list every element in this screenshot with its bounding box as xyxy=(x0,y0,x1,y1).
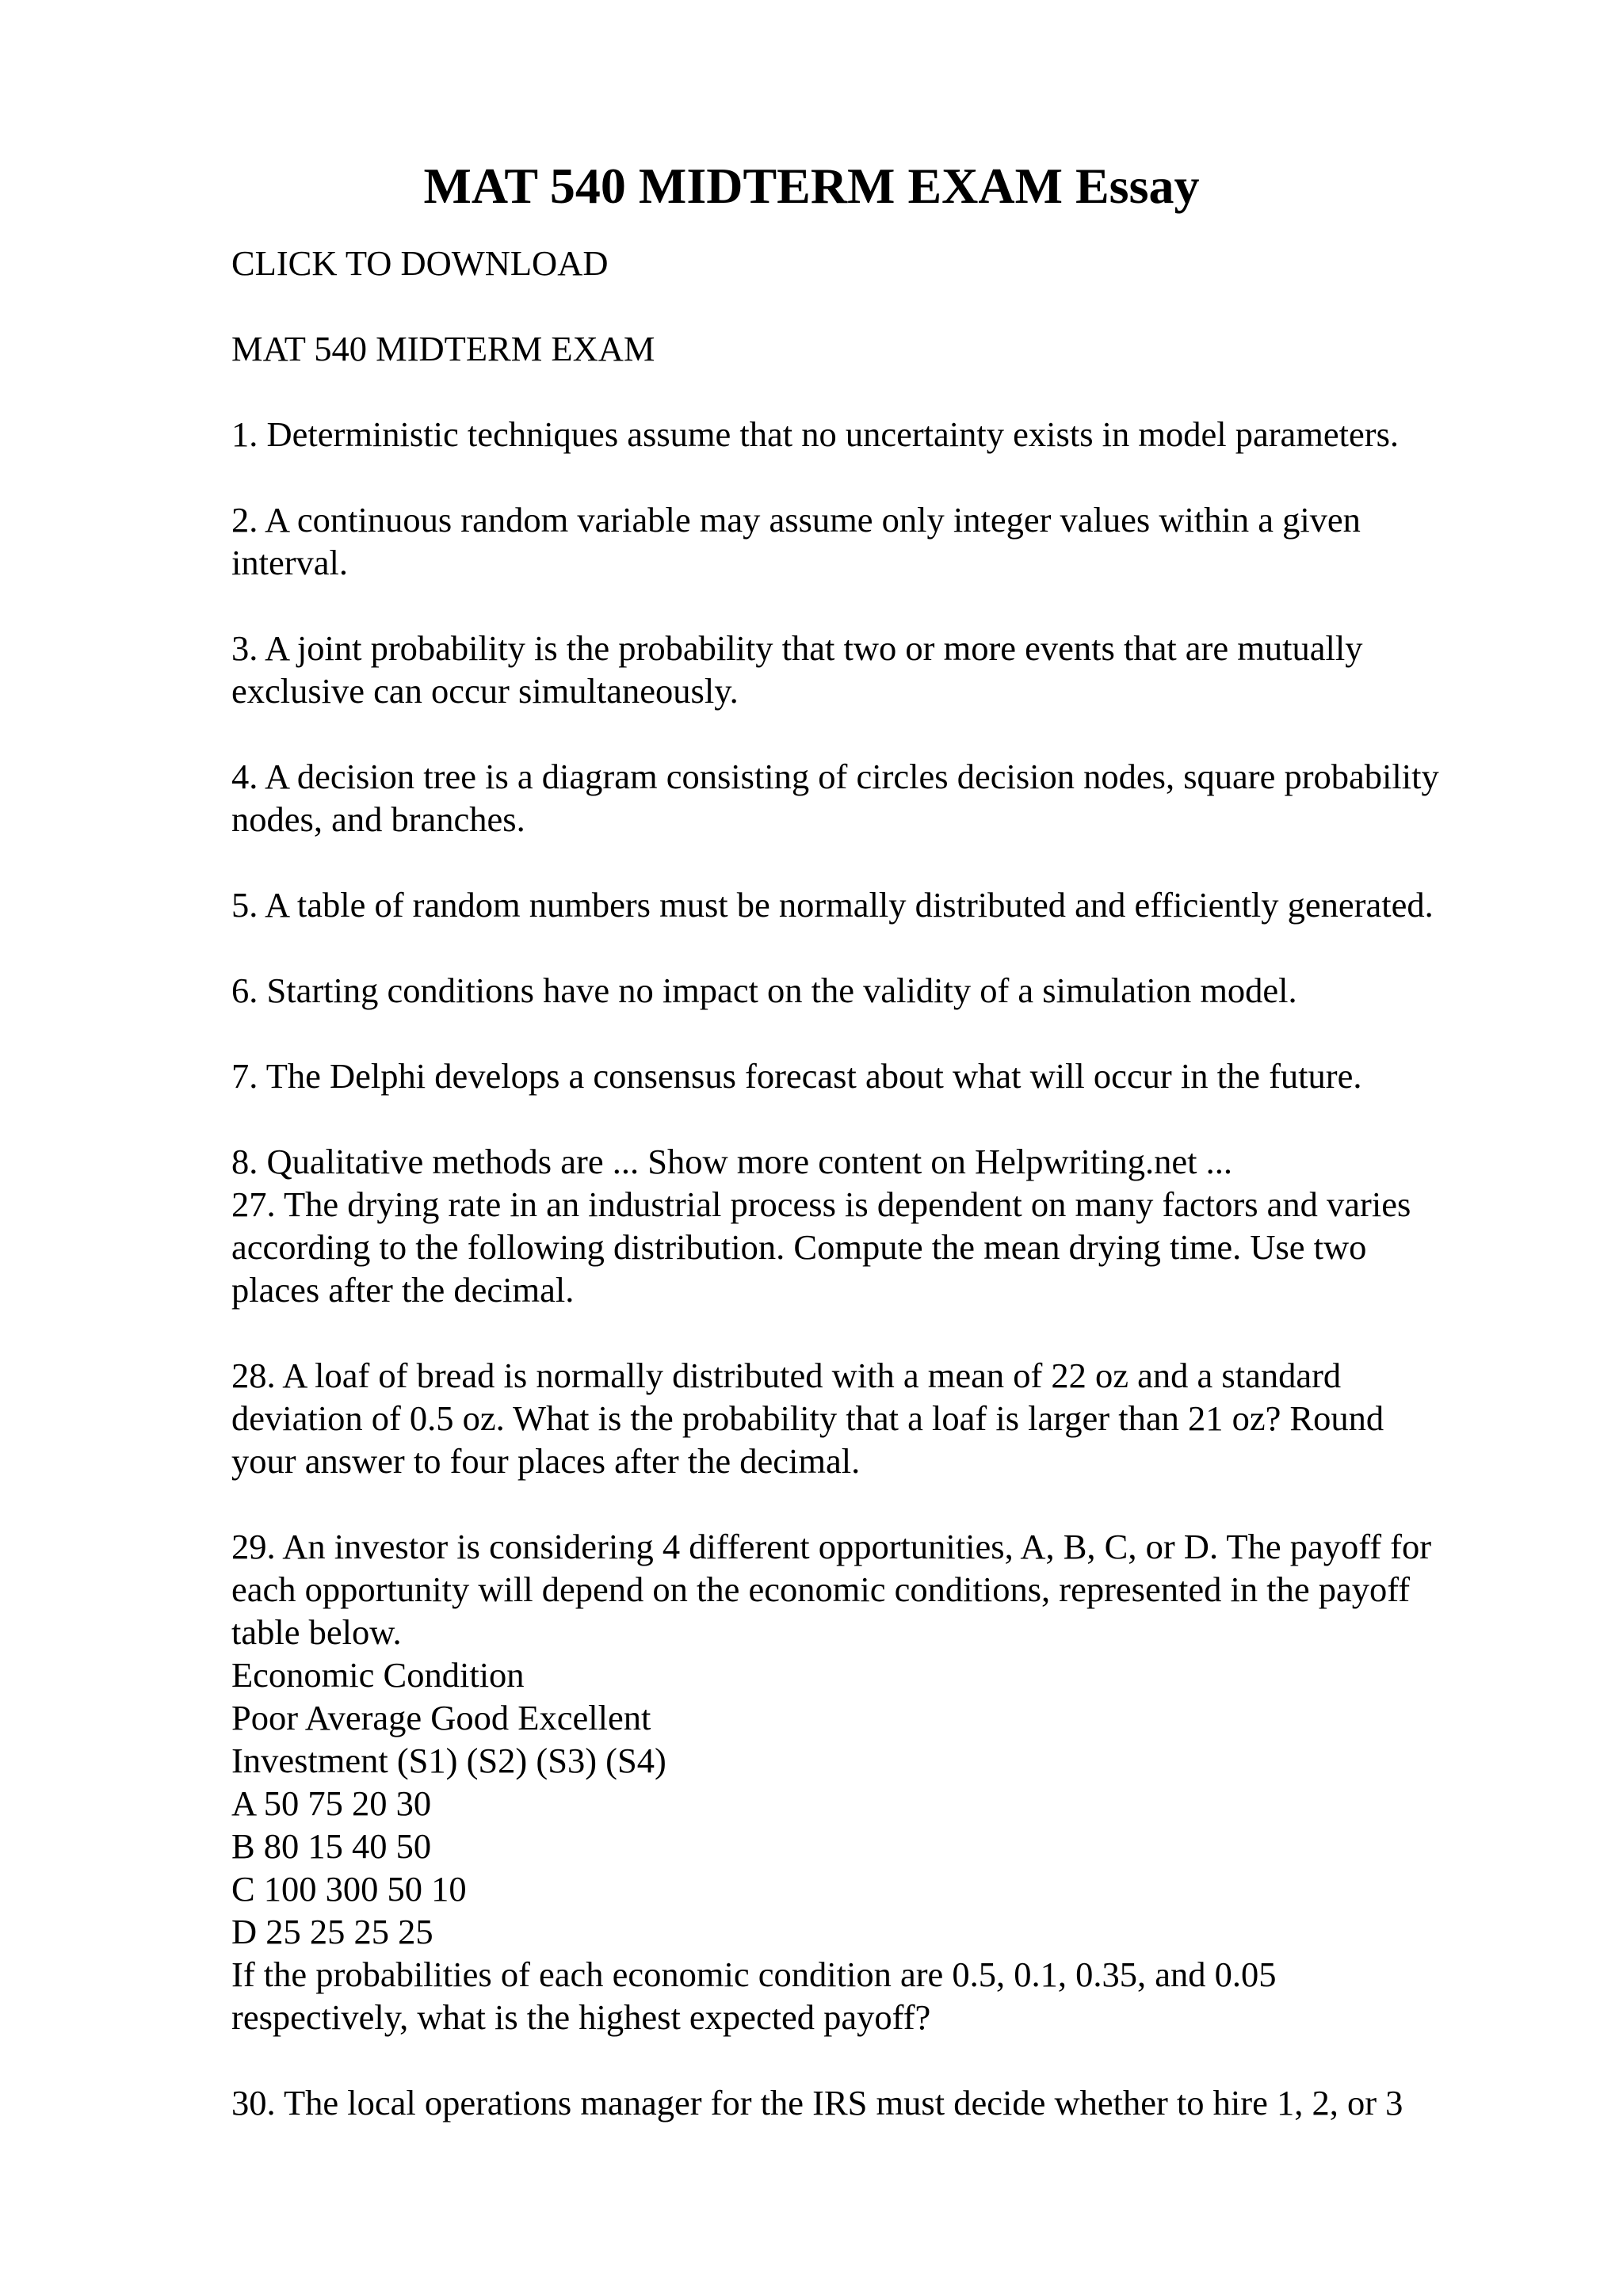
text-line: each opportunity will depend on the economic conditions, represented in the payoff xyxy=(231,1569,1411,1609)
text-line: your answer to four places after the decimal. xyxy=(231,1441,861,1481)
text-line: Investment (S1) (S2) (S3) (S4) xyxy=(231,1741,666,1780)
paragraph-gap xyxy=(231,456,1579,498)
paragraph-gap xyxy=(231,1311,1579,1354)
text-line: MAT 540 MIDTERM EXAM xyxy=(231,329,655,368)
text-line: exclusive can occur simultaneously. xyxy=(231,671,739,711)
text-line: Poor Average Good Excellent xyxy=(231,1698,651,1737)
text-line: B 80 15 40 50 xyxy=(231,1826,432,1866)
text-line: deviation of 0.5 oz. What is the probability that a loaf is larger than 21 oz? Round xyxy=(231,1398,1384,1438)
paragraph-gap xyxy=(231,370,1579,413)
text-line: 30. The local operations manager for the IRS must decide whether to hire 1, 2, or 3 xyxy=(231,2083,1403,2122)
text-line: table below. xyxy=(231,1612,402,1652)
text-line: 5. A table of random numbers must be normally distributed and efficiently generated. xyxy=(231,885,1434,925)
document-title: MAT 540 MIDTERM EXAM Essay xyxy=(423,158,1200,214)
paragraph-gap xyxy=(231,926,1579,969)
text-line: Economic Condition xyxy=(231,1655,525,1695)
text-line: C 100 300 50 10 xyxy=(231,1869,467,1909)
paragraph-gap xyxy=(231,841,1579,883)
text-line: places after the decimal. xyxy=(231,1270,575,1310)
text-line: 7. The Delphi develops a consensus forecast about what will occur in the future. xyxy=(231,1056,1362,1096)
text-line: 6. Starting conditions have no impact on the validity of a simulation model. xyxy=(231,971,1297,1010)
text-line: 27. The drying rate in an industrial process is dependent on many factors and varies xyxy=(231,1184,1411,1224)
paragraph-gap xyxy=(231,1482,1579,1525)
text-line: 2. A continuous random variable may assume only integer values within a given xyxy=(231,500,1361,540)
document-body xyxy=(231,242,1579,2124)
paragraph-gap xyxy=(231,1012,1579,1055)
paragraph-gap xyxy=(231,584,1579,627)
paragraph-gap xyxy=(231,712,1579,755)
text-line: nodes, and branches. xyxy=(231,799,525,839)
text-line: 29. An investor is considering 4 different opportunities, A, B, C, or D. The payoff for xyxy=(231,1527,1432,1566)
text-line: respectively, what is the highest expected payoff? xyxy=(231,1997,931,2037)
paragraph-gap xyxy=(231,284,1579,327)
text-line: interval. xyxy=(231,543,349,582)
text-line: D 25 25 25 25 xyxy=(231,1912,433,1951)
text-line: according to the following distribution. Compute the mean drying time. Use two xyxy=(231,1227,1367,1267)
text-line: If the probabilities of each economic condition are 0.5, 0.1, 0.35, and 0.05 xyxy=(231,1955,1277,1994)
text-line: 3. A joint probability is the probability that two or more events that are mutually xyxy=(231,628,1363,668)
text-line: 4. A decision tree is a diagram consisting of circles decision nodes, square probability xyxy=(231,757,1439,796)
download-link-text[interactable]: CLICK TO DOWNLOAD xyxy=(231,243,609,283)
text-line: A 50 75 20 30 xyxy=(231,1783,432,1823)
paragraph-gap xyxy=(231,2039,1579,2081)
text-line: 8. Qualitative methods are ... Show more content on Helpwriting.net ... xyxy=(231,1142,1233,1181)
text-line: 28. A loaf of bread is normally distributed with a mean of 22 oz and a standard xyxy=(231,1356,1342,1395)
text-line: 1. Deterministic techniques assume that no uncertainty exists in model parameters. xyxy=(231,414,1400,454)
paragraph-gap xyxy=(231,1097,1579,1140)
